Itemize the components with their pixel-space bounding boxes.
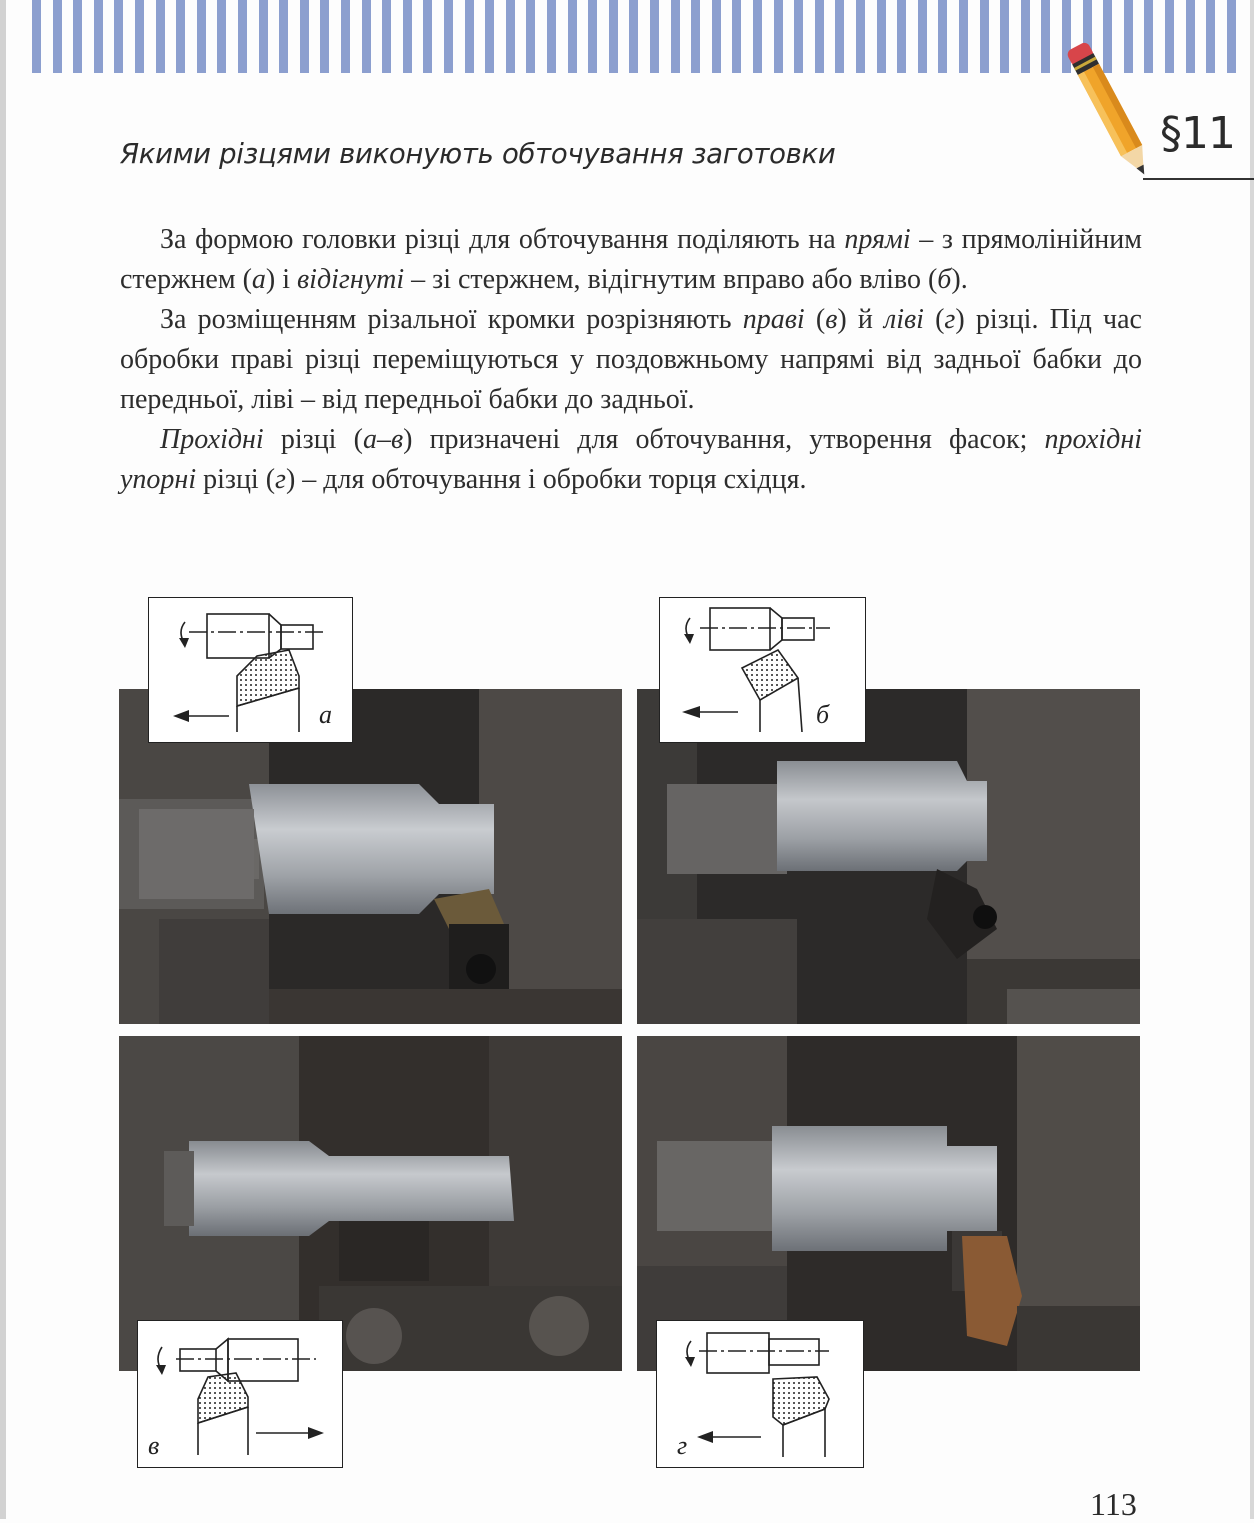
text-run: ( <box>804 304 826 335</box>
header-stripe <box>1041 0 1050 73</box>
header-stripe <box>217 0 226 73</box>
emphasized-term: а–в <box>362 424 404 455</box>
paragraph <box>120 220 1142 300</box>
header-stripe <box>753 0 762 73</box>
emphasized-term: в <box>825 304 838 335</box>
header-stripe <box>259 0 268 73</box>
header-stripe <box>32 0 41 73</box>
header-stripe <box>568 0 577 73</box>
header-stripe <box>1206 0 1215 73</box>
text-run: – з прямолінійним стержнем ( <box>120 224 1142 295</box>
header-stripe <box>114 0 123 73</box>
header-stripe <box>300 0 309 73</box>
header-stripe <box>959 0 968 73</box>
header-stripe <box>341 0 350 73</box>
text-run: – зі стержнем, відігнутим вправо або вліво ( <box>404 264 938 295</box>
diagram-b-label: б <box>816 700 830 729</box>
header-stripe <box>629 0 638 73</box>
text-run: За розміщенням різальної кромки розрізняють <box>160 304 743 335</box>
header-stripe <box>197 0 206 73</box>
header-stripe <box>1186 0 1195 73</box>
text-run: ) й <box>837 304 884 335</box>
header-stripe <box>444 0 453 73</box>
text-run: ). <box>951 264 968 295</box>
diagram-g <box>656 1320 864 1468</box>
header-stripe <box>650 0 659 73</box>
page-edge-left <box>0 0 6 1519</box>
header-stripe <box>279 0 288 73</box>
header-stripe <box>423 0 432 73</box>
header-stripe <box>1000 0 1009 73</box>
page-number: 113 <box>1090 1486 1137 1522</box>
header-stripe <box>835 0 844 73</box>
emphasized-term: г <box>275 464 286 495</box>
header-stripe <box>547 0 556 73</box>
text-run: ) і <box>265 264 298 295</box>
header-stripe <box>609 0 618 73</box>
text-run: ) різці. Під час обробки праві різці переміщуються у поздовжньому напрямі від задньої бабки до передньої, ліві – від передньої бабки до задньої. <box>120 304 1142 415</box>
page-heading: Якими різцями виконують обточування заготовки <box>120 138 836 170</box>
paragraph <box>120 420 1142 500</box>
header-stripe <box>403 0 412 73</box>
diagram-v <box>137 1320 343 1468</box>
header-stripe <box>732 0 741 73</box>
header-stripe <box>774 0 783 73</box>
header-stripe <box>980 0 989 73</box>
header-stripe <box>320 0 329 73</box>
diagram-a <box>148 597 353 743</box>
diagram-g-label: г <box>677 1431 688 1460</box>
header-stripe <box>918 0 927 73</box>
diagram-b <box>659 597 866 743</box>
text-run: різці ( <box>196 464 276 495</box>
header-stripe <box>1021 0 1030 73</box>
header-stripe <box>362 0 371 73</box>
text-run: різці ( <box>263 424 363 455</box>
emphasized-term: відігнуті <box>297 264 405 295</box>
header-stripe <box>382 0 391 73</box>
emphasized-term: ліві <box>884 304 924 335</box>
header-stripe <box>712 0 721 73</box>
emphasized-term: прямі <box>844 224 911 255</box>
header-stripe <box>238 0 247 73</box>
header-stripe <box>465 0 474 73</box>
header-stripe <box>485 0 494 73</box>
header-stripe <box>691 0 700 73</box>
header-stripe <box>1227 0 1236 73</box>
header-stripe <box>176 0 185 73</box>
header-stripe <box>156 0 165 73</box>
paragraph <box>120 300 1142 420</box>
body-text <box>120 220 1142 500</box>
header-stripe <box>856 0 865 73</box>
header-stripe <box>794 0 803 73</box>
pencil-icon <box>1060 30 1160 190</box>
header-stripe <box>877 0 886 73</box>
section-mark: §11 <box>1160 108 1235 159</box>
header-stripe <box>815 0 824 73</box>
emphasized-term: б <box>937 264 952 295</box>
section-rule <box>1143 178 1254 180</box>
diagram-v-label: в <box>148 1431 160 1460</box>
header-stripe <box>94 0 103 73</box>
header-stripe <box>506 0 515 73</box>
header-stripe <box>73 0 82 73</box>
header-stripe <box>938 0 947 73</box>
text-run: ( <box>923 304 945 335</box>
header-stripe <box>1165 0 1174 73</box>
header-stripe <box>526 0 535 73</box>
header-stripe <box>53 0 62 73</box>
emphasized-term: г <box>944 304 956 335</box>
header-stripe <box>135 0 144 73</box>
header-stripe <box>588 0 597 73</box>
page-edge-right <box>1250 0 1254 1519</box>
text-run: За формою головки різці для обточування поділяють на <box>160 224 845 255</box>
header-stripe <box>671 0 680 73</box>
text-run: ) – для обточування і обробки торця східця. <box>285 464 807 495</box>
emphasized-term: Прохідні <box>160 424 264 455</box>
emphasized-term: праві <box>742 304 805 335</box>
header-stripe <box>897 0 906 73</box>
diagram-a-label: а <box>319 700 332 729</box>
emphasized-term: прохідні упорні <box>120 424 1142 495</box>
text-run: ) призначені для обточування, утворення фасок; <box>403 424 1045 455</box>
emphasized-term: а <box>251 264 266 295</box>
